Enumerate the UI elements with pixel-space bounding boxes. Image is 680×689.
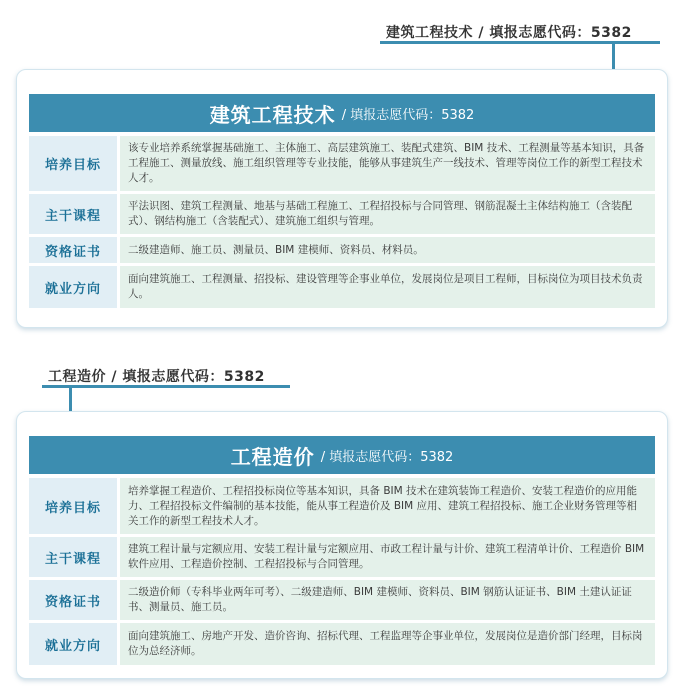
row-content: 建筑工程计量与定额应用、安装工程计量与定额应用、市政工程计量与计价、建筑工程清单计价、工程造价 BIM 软件应用、工程造价控制、工程招投标与合同管理。 — [120, 537, 655, 577]
row-career-direction — [29, 623, 655, 665]
row-label: 资格证书 — [29, 580, 117, 620]
row-training-goal — [29, 478, 655, 534]
tag-connector — [69, 385, 72, 413]
row-content: 培养掌握工程造价、工程招投标岗位等基本知识，具备 BIM 技术在建筑装饰工程造价、安装工程造价的应用能力、工程招投标文件编制的基本技能，能从事工程造价及 BIM 应用、建筑工程招投标、施工企业财务管理等相关工作的新型工程技术人才。 — [120, 478, 655, 534]
card-banner — [29, 436, 655, 474]
major-title: 建筑工程技术 — [209, 102, 336, 127]
major-code: / 填报志愿代码：5382 — [320, 449, 454, 465]
row-label: 培养目标 — [29, 136, 117, 191]
row-content: 二级建造师、施工员、测量员、BIM 建模师、资料员、材料员。 — [120, 237, 655, 263]
row-label: 主干课程 — [29, 194, 117, 234]
row-training-goal — [29, 136, 655, 191]
section-tag-cost-engineering: 工程造价 / 填报志愿代码：5382 — [48, 369, 265, 385]
row-content: 面向建筑施工、房地产开发、造价咨询、招标代理、工程监理等企事业单位，发展岗位是造价部门经理，目标岗位为总经济师。 — [120, 623, 655, 665]
major-code: / 填报志愿代码：5382 — [341, 107, 475, 123]
tag-underline — [42, 385, 290, 388]
row-main-courses — [29, 537, 655, 577]
row-label: 主干课程 — [29, 537, 117, 577]
row-certificates — [29, 237, 655, 263]
row-content: 二级造价师（专科毕业两年可考）、二级建造师、BIM 建模师、资料员、BIM 钢筋认证证书、BIM 土建认证证书、测量员、施工员。 — [120, 580, 655, 620]
card-engineering-cost — [16, 411, 668, 679]
row-label: 就业方向 — [29, 266, 117, 308]
row-label: 就业方向 — [29, 623, 117, 665]
row-career-direction — [29, 266, 655, 308]
tag-underline — [380, 41, 660, 44]
major-title: 工程造价 — [230, 444, 315, 469]
card-banner — [29, 94, 655, 132]
tag-connector — [612, 41, 615, 71]
row-label: 培养目标 — [29, 478, 117, 534]
row-content: 面向建筑施工、工程测量、招投标、建设管理等企事业单位，发展岗位是项目工程师，目标岗位为项目技术负责人。 — [120, 266, 655, 308]
row-content: 平法识图、建筑工程测量、地基与基础工程施工、工程招投标与合同管理、钢筋混凝土主体结构施工（含装配式）、钢结构施工（含装配式）、建筑施工组织与管理。 — [120, 194, 655, 234]
card-construction-technology — [16, 69, 668, 328]
row-main-courses — [29, 194, 655, 234]
section-tag-construction: 建筑工程技术 / 填报志愿代码：5382 — [386, 25, 632, 41]
row-label: 资格证书 — [29, 237, 117, 263]
row-certificates — [29, 580, 655, 620]
row-content: 该专业培养系统掌握基础施工、主体施工、高层建筑施工、装配式建筑、BIM 技术、工程测量等基本知识，具备工程施工、测量放线、施工组织管理等专业技能，能够从事建筑生产一线技术、管理等岗位工作的新型工程技术人才。 — [120, 136, 655, 191]
